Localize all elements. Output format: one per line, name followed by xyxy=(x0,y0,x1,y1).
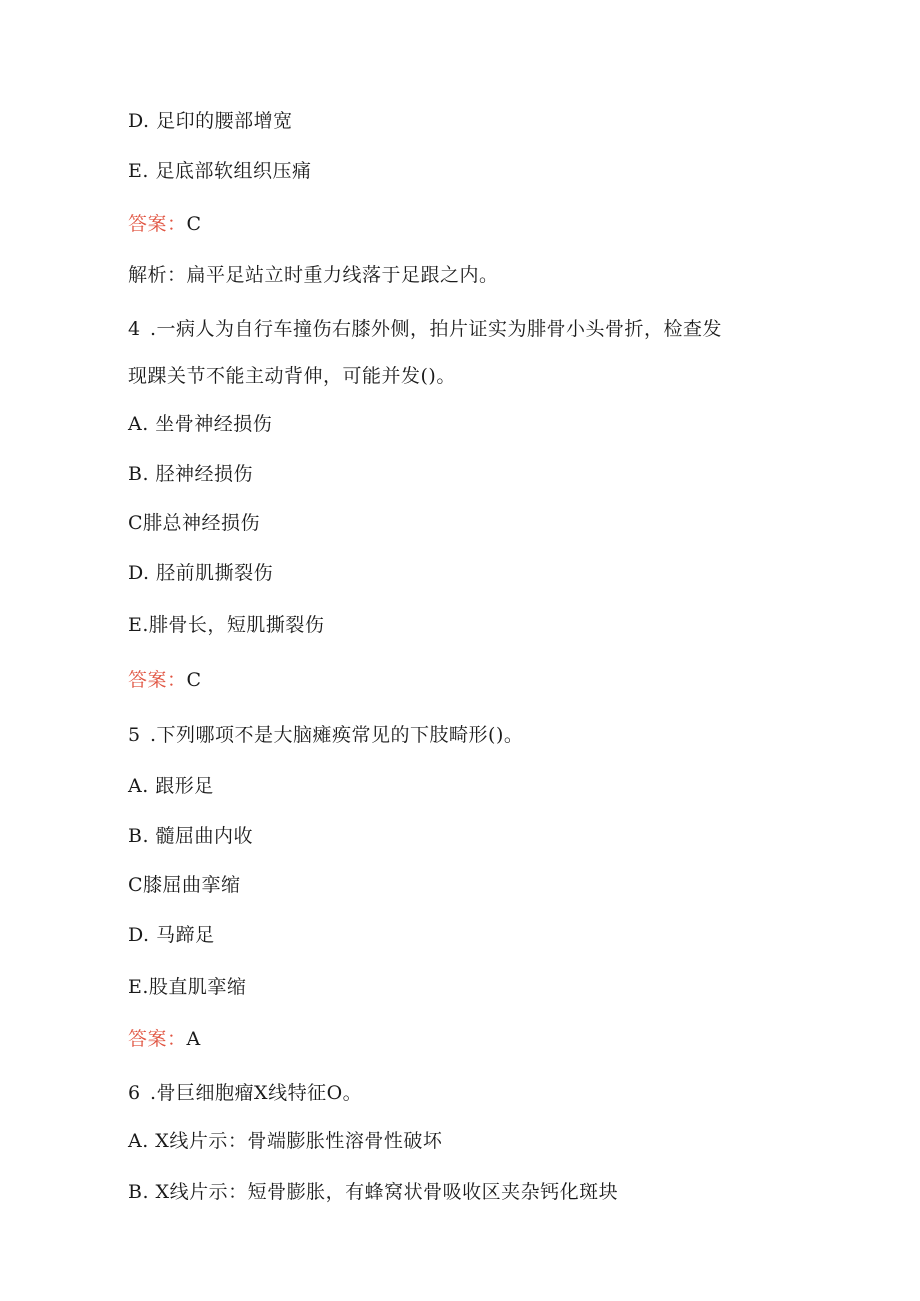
q3-option-e: E. 足底部软组织压痛 xyxy=(128,160,312,182)
q6-option-b: B. X线片示：短骨膨胀，有蜂窝状骨吸收区夹杂钙化斑块 xyxy=(128,1181,619,1203)
q3-option-d: D. 足印的腰部增宽 xyxy=(128,110,293,132)
q5-stem xyxy=(128,722,523,748)
answer-label: 答案： xyxy=(128,213,187,235)
question-number: 5 xyxy=(128,724,141,746)
q4-option-c: C腓总神经损伤 xyxy=(128,512,261,534)
question-stem: .一病人为自行车撞伤右膝外侧，拍片证实为腓骨小头骨折，检查发 xyxy=(150,318,723,340)
q6-option-a: A. X线片示：骨端膨胀性溶骨性破坏 xyxy=(128,1130,443,1152)
q5-answer xyxy=(128,1026,201,1052)
question-stem: .下列哪项不是大脑瘫痪常见的下肢畸形()。 xyxy=(150,724,524,746)
q5-option-d: D. 马蹄足 xyxy=(128,924,215,946)
answer-value: C xyxy=(186,669,202,691)
q4-stem-line1 xyxy=(128,316,722,342)
q3-answer xyxy=(128,211,202,237)
q5-option-e: E.股直肌挛缩 xyxy=(128,976,247,998)
q5-option-c: C膝屈曲挛缩 xyxy=(128,874,241,896)
answer-label: 答案： xyxy=(128,1028,187,1050)
q4-option-e: E.腓骨长，短肌撕裂伤 xyxy=(128,614,325,636)
q3-analysis: 解析：扁平足站立时重力线落于足跟之内。 xyxy=(128,264,499,286)
q4-stem-line2: 现踝关节不能主动背伸，可能并发()。 xyxy=(128,365,456,387)
q6-stem xyxy=(128,1080,362,1106)
q4-option-b: B. 胫神经损伤 xyxy=(128,463,254,485)
answer-value: A xyxy=(186,1028,201,1050)
q4-answer xyxy=(128,667,202,693)
answer-label: 答案： xyxy=(128,669,187,691)
q4-option-d: D. 胫前肌撕裂伤 xyxy=(128,562,274,584)
q5-option-a: A. 跟形足 xyxy=(128,775,214,797)
question-stem: .骨巨细胞瘤X线特征O。 xyxy=(150,1082,363,1104)
q5-option-b: B. 髓屈曲内收 xyxy=(128,825,254,847)
question-number: 6 xyxy=(128,1082,141,1104)
question-number: 4 xyxy=(128,318,141,340)
answer-value: C xyxy=(186,213,202,235)
q4-option-a: A. 坐骨神经损伤 xyxy=(128,413,273,435)
